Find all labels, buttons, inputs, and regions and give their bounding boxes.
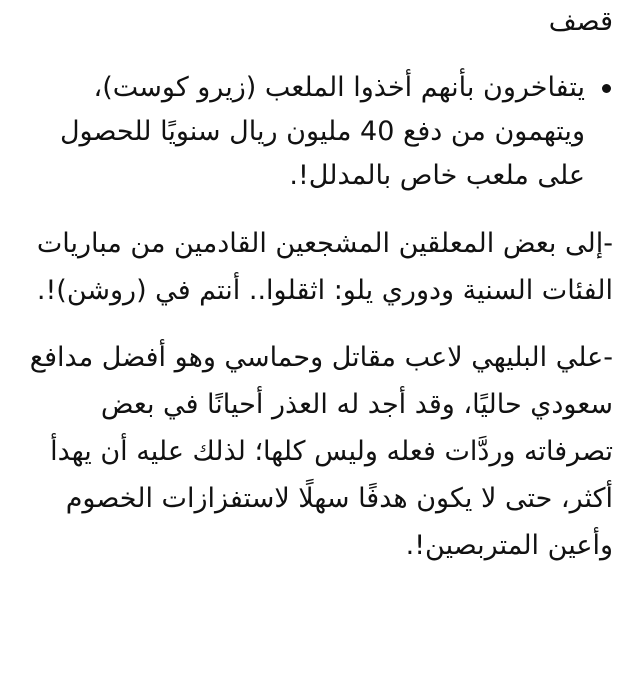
section-heading: قصف <box>548 6 613 37</box>
bullet-dot-icon <box>602 84 611 93</box>
article-body <box>14 0 613 569</box>
paragraph-commentators: -إلى بعض المعلقين المشجعين القادمين من مباريات الفئات السنية ودوري يلو: اثقلوا.. أنتم في (روشن)!. <box>36 228 613 306</box>
list-item <box>14 66 585 198</box>
paragraph-albulayhi: -علي البليهي لاعب مقاتل وحماسي وهو أفضل مدافع سعودي حاليًا، وقد أجد له العذر أحيانًا في بعض تصرفاته وردَّات فعله وليس كلها؛ لذلك عليه أن يهدأ أكثر، حتى لا يكون هدفًا سهلًا لاستفزازات الخصوم وأعين المتربصين!. <box>29 342 613 561</box>
list-item-text: يتفاخرون بأنهم أخذوا الملعب (زيرو كوست)، ويتهمون من دفع 40 مليون ريال سنويًا للحصول على ملعب خاص بالمدلل!. <box>59 72 585 191</box>
bullet-list <box>14 66 613 198</box>
